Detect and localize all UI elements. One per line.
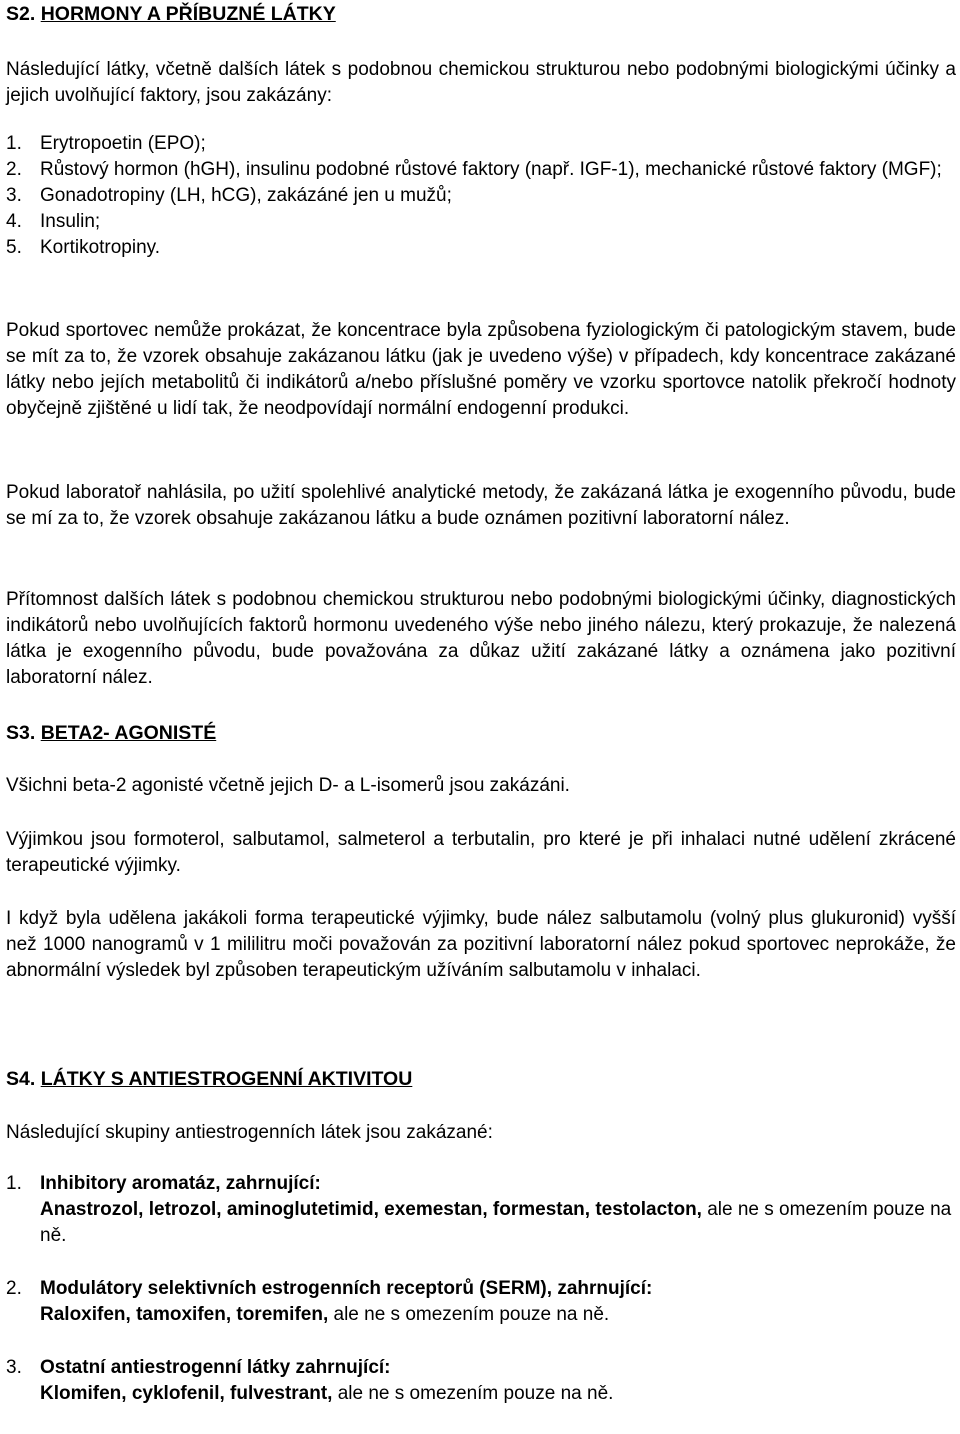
section-title: BETA2- AGONISTÉ [40, 722, 217, 744]
list-number: 5. [6, 237, 22, 258]
s2-paragraph-exogenous: Pokud laboratoř nahlásila, po užití spolehlivé analytické metody, že zakázaná látka je exogenního původu, bude se mí za to, že vzorek obsahuje zakázanou látku a bude oznámen pozitivní laboratorní nález. [6, 482, 956, 529]
list-text [40, 1355, 956, 1407]
s3-paragraph-exception: Výjimkou jsou formoterol, salbutamol, salmeterol a terbutalin, pro které je při inhalaci nutné udělení zkrácené terapeutické výjimky. [6, 829, 956, 876]
section-heading-s2 [6, 1, 336, 27]
group-title: Modulátory selektivních estrogenních receptorů (SERM), zahrnující: [40, 1278, 653, 1299]
list-item [6, 1276, 956, 1328]
section-title: LÁTKY S ANTIESTROGENNÍ AKTIVITOU [40, 1068, 413, 1090]
list-item [6, 183, 956, 209]
list-text [40, 1276, 956, 1328]
list-text-rest: zakázáné jen u mužů; [261, 185, 452, 206]
section-title: HORMONY A PŘÍBUZNÉ LÁTKY [40, 3, 336, 25]
list-number: 1. [6, 133, 22, 154]
section-number: S3. [6, 722, 36, 744]
group-substances: Klomifen, cyklofenil, fulvestrant, [40, 1383, 333, 1404]
list-item [6, 235, 956, 261]
list-number: 2. [6, 1278, 22, 1299]
list-item [6, 1171, 956, 1249]
group-title: Ostatní antiestrogenní látky zahrnující: [40, 1357, 391, 1378]
group-rest: ale ne s omezením pouze na ně. [328, 1304, 610, 1325]
list-number: 3. [6, 185, 22, 206]
list-number: 3. [6, 1357, 22, 1378]
list-number: 4. [6, 211, 22, 232]
list-text: Erytropoetin (EPO); [40, 133, 206, 154]
s3-paragraph-all: Všichni beta-2 agonisté včetně jejich D- a L-isomerů jsou zakázáni. [6, 775, 570, 796]
s2-intro-paragraph: Následující látky, včetně dalších látek s podobnou chemickou strukturou nebo podobnými biologickými účinky a jejich uvolňující faktory, jsou zakázány: [6, 59, 956, 106]
group-substances: Raloxifen, tamoxifen, toremifen, [40, 1304, 329, 1325]
list-text: Insulin; [40, 211, 101, 232]
list-text [40, 183, 956, 209]
list-number: 2. [6, 159, 22, 180]
list-item [6, 131, 956, 157]
list-text: Růstový hormon (hGH), insulinu podobné růstové faktory (např. IGF-1), mechanické růstové faktory (MGF); [40, 159, 942, 180]
section-number: S2. [6, 3, 36, 25]
list-item [6, 157, 956, 183]
s2-substance-list [6, 131, 956, 261]
section-number: S4. [6, 1068, 36, 1090]
s4-intro-paragraph: Následující skupiny antiestrogenních látek jsou zakázané: [6, 1122, 493, 1143]
group-title: Inhibitory aromatáz, zahrnující: [40, 1173, 321, 1194]
s4-group-list [6, 1171, 956, 1434]
section-heading-s3 [6, 720, 216, 746]
section-heading-s4 [6, 1066, 412, 1092]
group-rest: ale ne s omezením pouze na ně. [40, 1199, 952, 1246]
group-substances: Anastrozol, letrozol, aminoglutetimid, exemestan, formestan, testolacton, [40, 1199, 702, 1220]
s3-paragraph-salbutamol: I když byla udělena jakákoli forma terapeutické výjimky, bude nález salbutamolu (volný plus glukuronid) vyšší než 1000 nanogramů v 1 mililitru moči považován za pozitivní laboratorní nález pokud sportovec neprokáže, že abnormální výsledek byl způsoben terapeutickým užíváním salbutamolu v inhalaci. [6, 908, 956, 981]
list-item [6, 209, 956, 235]
list-text [40, 1171, 956, 1249]
list-text-bold: Gonadotropiny (LH, hCG), [40, 185, 262, 206]
group-rest: ale ne s omezením pouze na ně. [332, 1383, 614, 1404]
s2-paragraph-presence: Přítomnost dalších látek s podobnou chemickou strukturou nebo podobnými biologickými účinky, diagnostických indikátorů nebo uvolňujících faktorů hormonu uvedeného výše nebo jiného nálezu, který prokazuje, že nalezená látka je exogenního původu, bude považována za důkaz užití zakázané látky a oznámena jako pozitivní laboratorní nález. [6, 589, 956, 688]
list-text: Kortikotropiny. [40, 237, 161, 258]
s2-paragraph-endogenous: Pokud sportovec nemůže prokázat, že koncentrace byla způsobena fyziologickým či patologickým stavem, bude se mít za to, že vzorek obsahuje zakázanou látku (jak je uvedeno výše) v případech, kdy koncentrace zakázané látky nebo jejích metabolitů či indikátorů a/nebo příslušné poměry ve vzorku sportovce natolik překročí hodnoty obyčejně zjištěné u lidí tak, že neodpovídají normální endogenní produkci. [6, 320, 956, 419]
list-item [6, 1355, 956, 1407]
list-number: 1. [6, 1173, 22, 1194]
